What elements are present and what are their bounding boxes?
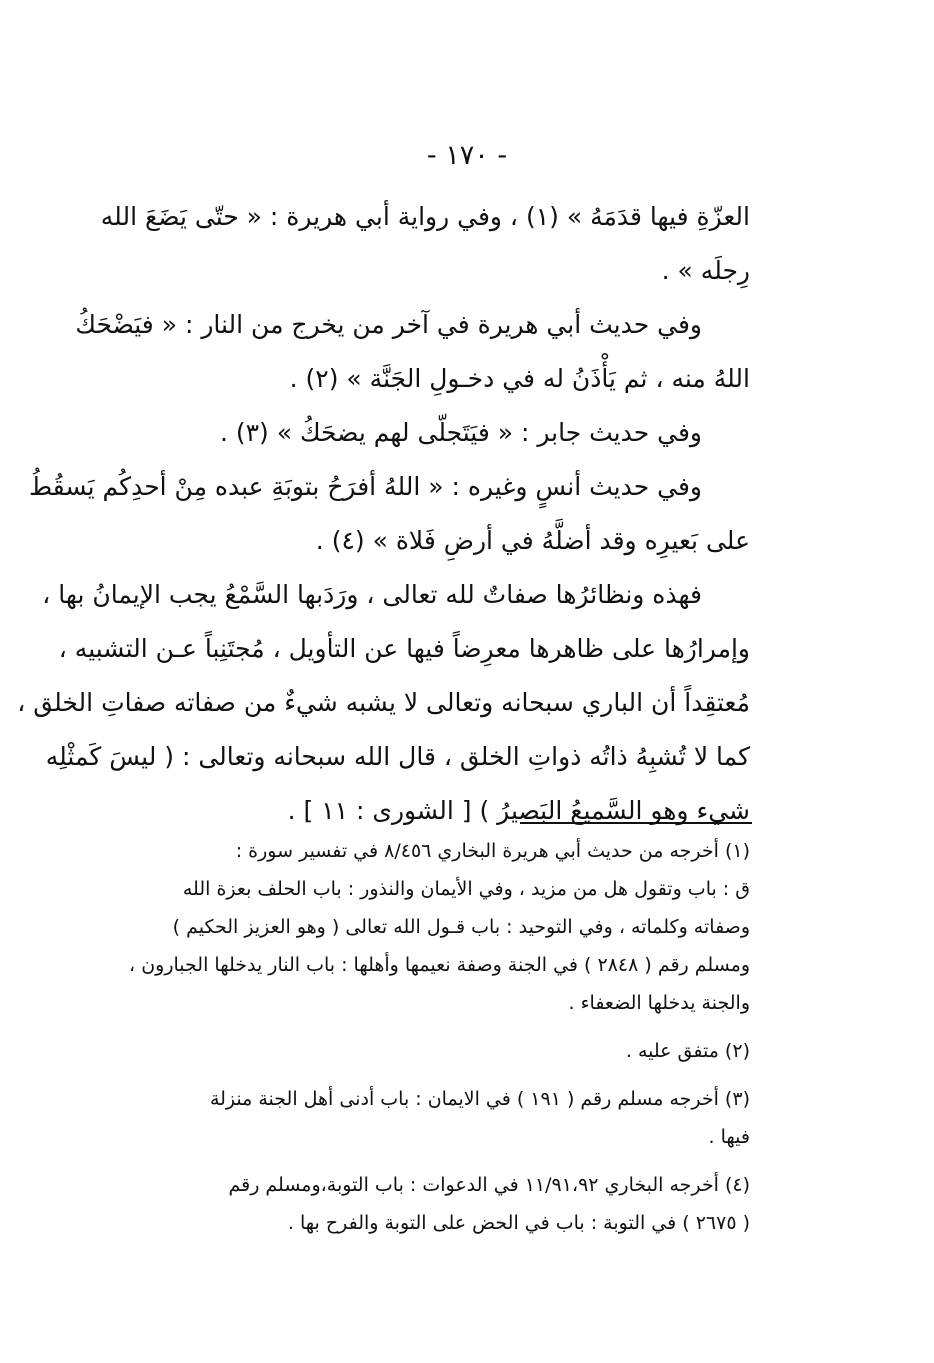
text-line: مُعتقِداً أن الباري سبحانه وتعالى لا يشبه شيءٌ من صفاته صفاتِ الخلق ، <box>17 688 750 717</box>
main-text <box>17 190 750 838</box>
footnotes <box>95 832 750 1242</box>
footnote-line: والجنة يدخلها الضعفاء . <box>568 992 750 1014</box>
footnote-line: (٢) متفق عليه . <box>625 1040 750 1062</box>
text-line: وفي حديث أبي هريرة في آخر من يخرج من النار : « فيَضْحَكُ <box>75 310 702 339</box>
text-line: كما لا تُشبِهُ ذاتُه ذواتِ الخلق ، قال الله سبحانه وتعالى : ( ليسَ كَمثْلِه <box>45 742 750 771</box>
footnote-line: وصفاته وكلماته ، وفي التوحيد : باب قـول الله تعالى ( وهو العزيز الحكيم ) <box>172 916 750 938</box>
text-line: وإمرارُها على ظاهرها معرِضاً فيها عن التأويل ، مُجتَنِباً عـن التشبيه ، <box>58 634 750 663</box>
footnote-line: (٣) أخرجه مسلم رقم ( ١٩١ ) في الايمان : باب أدنى أهل الجنة منزلة <box>209 1088 750 1110</box>
footnote-line: ق : باب وتقول هل من مزيد ، وفي الأيمان والنذور : باب الحلف بعزة الله <box>182 878 750 900</box>
text-line: وفي حديث جابر : « فيَتَجلّى لهم يضحَكُ » (٣) . <box>219 418 702 447</box>
footnote-line: ( ٢٦٧٥ ) في التوبة : باب في الحض على التوبة والفرح بها . <box>287 1212 750 1234</box>
text-line: رِجلَه » . <box>661 256 750 285</box>
text-line: وفي حديث أنسٍ وغيره : « اللهُ أفرَحُ بتوبَةِ عبده مِنْ أحدِكُم يَسقُطُ <box>28 472 702 501</box>
text-line: شيء وهو السَّميعُ البَصيرُ ) [ الشورى : ١١ ] . <box>287 796 750 825</box>
page-number: - ١٧٠ - <box>426 140 508 171</box>
footnote-line: (٤) أخرجه البخاري ١١/٩١،٩٢ في الدعوات : باب التوبة،ومسلم رقم <box>228 1174 750 1196</box>
footnote-line: فيها . <box>708 1126 750 1148</box>
text-line: فهذه ونظائرُها صفاتٌ لله تعالى ، ورَدَبها السَّمْعُ يجب الإيمانُ بها ، <box>42 580 702 609</box>
text-line: على بَعيرِه وقد أضلَّهُ في أرضِ فَلاة » (٤) . <box>315 526 750 555</box>
footnote-line: (١) أخرجه من حديث أبي هريرة البخاري ٨/٤٥٦ في تفسير سورة : <box>235 840 750 862</box>
text-line: اللهُ منه ، ثم يَأْذَنُ له في دخـولِ الجَنَّة » (٢) . <box>289 364 750 393</box>
footnote-divider <box>520 822 752 824</box>
text-line: العزّةِ فيها قدَمَهُ » (١) ، وفي رواية أبي هريرة : « حتّى يَضَعَ الله <box>100 202 750 231</box>
footnote-line: ومسلم رقم ( ٢٨٤٨ ) في الجنة وصفة نعيمها وأهلها : باب النار يدخلها الجبارون ، <box>129 954 750 976</box>
